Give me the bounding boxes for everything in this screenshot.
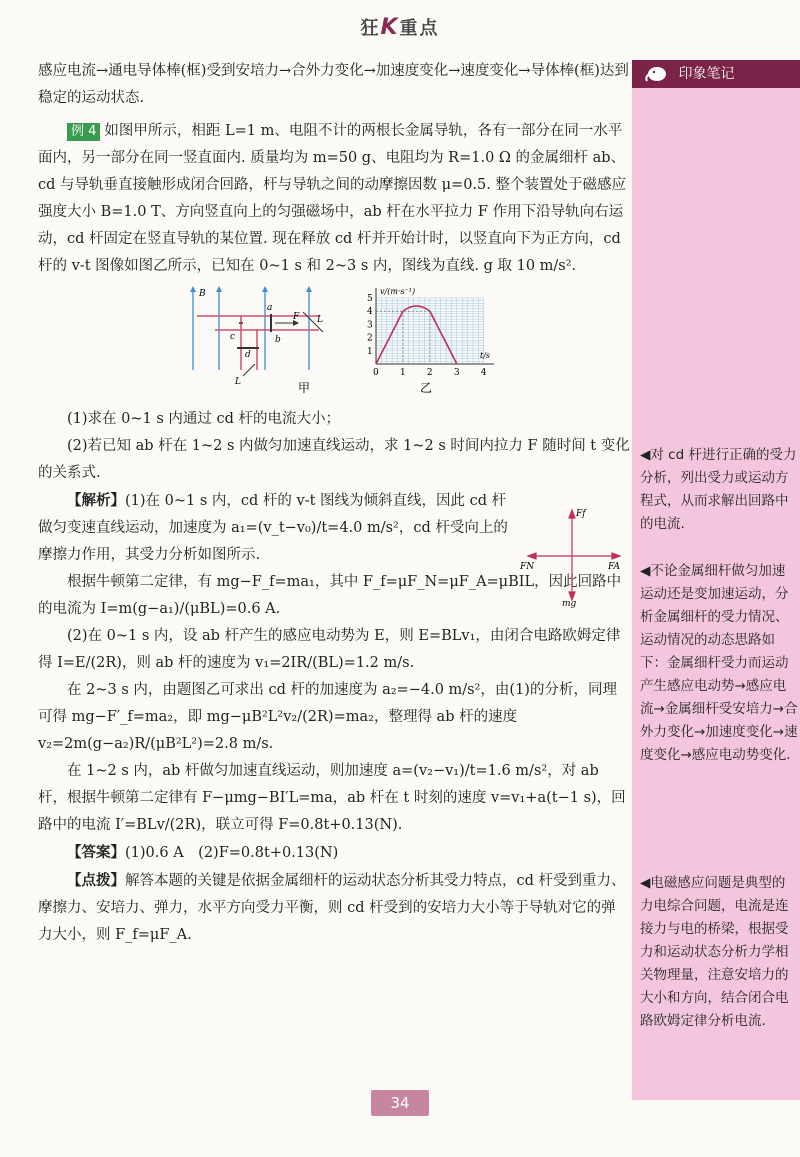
intro-text: 感应电流→通电导体棒(框)受到安培力→合外力变化→加速度变化→速度变化→导体棒(框)达到稳定的运动状态. xyxy=(38,63,629,106)
solution-part1: 【解析】(1)在 0~1 s 内，cd 杆的 v-t 图线为倾斜直线，因此 cd 杆做匀变速直线运动，加速度为 a₁=(v_t−v₀)/t=4.0 m/s²，cd 杆受向上的摩擦力作用，其受力分析如图所示. xyxy=(38,492,508,563)
sidenote-1: ◀对 cd 杆进行正确的受力分析，列出受力或运动方程式，从而求解出回路中的电流. xyxy=(640,447,797,532)
svg-text:b: b xyxy=(275,335,281,345)
x-tick-label: 4 xyxy=(480,368,487,378)
solution-part3: (2)在 0~1 s 内，设 ab 杆产生的感应电动势为 E，则 E=BLv₁，由闭合电路欧姆定律得 I=E/(2R)，则 ab 杆的速度为 v₁=2IR/(BL)=1.2 m/s. xyxy=(38,628,621,671)
sidenote-3: ◀电磁感应问题是典型的力电综合问题，电流是连接力与电的桥梁，根据受力和运动状态分析力学相关物理量，注意安培力的大小和方向，结合闭合电路欧姆定律分析电流. xyxy=(640,875,789,1029)
example-problem: 例 4 如图甲所示，相距 L=1 m、电阻不计的两根长金属导轨，各有一部分在同一水平面内，另一部分在同一竖直面内. 质量均为 m=50 g、电阻均为 R=1.0 Ω 的金属细杆 ab、cd 与导轨垂直接触形成闭合回路，杆与导轨之间的动摩擦因数 μ=0.5. 整个装置处于磁感应强度大小 B=1.0 T、方向竖直向上的匀强磁场中，ab 杆在水平拉力 F 作用下沿导轨向右运动，cd 杆固定在竖直导轨的某位置. 现在释放 cd 杆并开始计时，以竖直向下为正方向，cd 杆的 v-t 图像如图乙所示，已知在 0~1 s 和 2~3 s 内，图线为直线. g 取 10 m/s². xyxy=(38,123,626,274)
answer: 【答案】(1)0.6 A (2)F=0.8t+0.13(N) xyxy=(67,844,339,861)
svg-text:F: F xyxy=(293,312,300,322)
y-tick-label: 5 xyxy=(367,294,373,304)
y-tick-label: 2 xyxy=(367,333,373,344)
label-FA: FA xyxy=(608,562,620,572)
solution-part5: 在 1~2 s 内，ab 杆做匀加速直线运动，则加速度 a=(v₂−v₁)/t=1.6 m/s²，对 ab 杆，根据牛顿第二定律有 F−μmg−BI′L=ma，ab 杆在 t 时刻的速度 v=v₁+a(t−1 s)，回路中的电流 I′=BLv/(2R)，联立可得 F=0.8t+0.13(N). xyxy=(38,763,626,833)
solution-part4: 在 2~3 s 内，由题图乙可求出 cd 杆的加速度为 a₂=−4.0 m/s²，由(1)的分析，同理可得 mg−F′_f=ma₂，即 mg−μB²L²v₂/(2R)=ma₂，整理得 ab 杆的速度 v₂=2m(g−a₂)R/(μB²L²)=2.8 m/s. xyxy=(38,682,617,752)
label-Ff: Ff xyxy=(576,509,586,519)
x-tick-label: 0 xyxy=(373,368,379,378)
figure-jia xyxy=(183,284,343,396)
page-number: 34 xyxy=(371,1090,429,1116)
y-tick-label: 3 xyxy=(367,320,373,331)
svg-text:L: L xyxy=(235,377,241,387)
caption-yi: 乙 xyxy=(420,381,433,395)
elephant-icon xyxy=(644,65,668,83)
label-B: B xyxy=(199,289,206,299)
question-2: (2)若已知 ab 杆在 1~2 s 内做匀加速直线运动，求 1~2 s 时间内拉力 F 随时间 t 变化的关系式. xyxy=(38,438,630,481)
x-tick-label: 3 xyxy=(453,368,460,378)
figure-yi-vt-chart xyxy=(356,284,506,396)
caption-jia: 甲 xyxy=(298,381,311,395)
rails xyxy=(197,316,319,370)
y-tick-label: 4 xyxy=(367,307,373,318)
label-mg: mg xyxy=(562,599,577,608)
x-tick-label: 1 xyxy=(399,368,406,378)
sidebar-title-bar xyxy=(632,60,800,88)
svg-text:L: L xyxy=(317,315,323,325)
svg-text:a: a xyxy=(267,303,273,313)
x-axis-label: t/s xyxy=(480,351,491,360)
sidenote-2: ◀不论金属细杆做匀加速运动还是变加速运动，分析金属细杆的受力情况、运动情况的动态思路如下：金属细杆受力而运动产生感应电动势→感应电流→金属细杆受安培力→合外力变化→加速度变化→速度变化→感应电动势变化. xyxy=(640,563,798,763)
solution-label: 【解析】 xyxy=(67,492,125,509)
label-FN: FN xyxy=(520,562,535,572)
x-tick-label: 2 xyxy=(426,368,433,378)
y-tick-label: 1 xyxy=(367,346,373,357)
example-tag: 例 4 xyxy=(67,123,100,141)
tip: 【点拨】解答本题的关键是依据金属细杆的运动状态分析其受力特点，cd 杆受到重力、摩擦力、安培力、弹力，水平方向受力平衡，则 cd 杆受到的安培力大小等于导轨对它的弹力大小，则 F_f=μF_A. xyxy=(38,872,626,943)
question-1: (1)求在 0~1 s 内通过 cd 杆的电流大小； xyxy=(67,411,341,427)
sidebar-title: 印象笔记 xyxy=(678,66,735,82)
figure-row xyxy=(38,284,630,396)
y-axis-label: v/(m·s⁻¹) xyxy=(380,287,416,296)
svg-text:d: d xyxy=(245,350,251,360)
page-header: 狂K重点 xyxy=(360,15,440,40)
force-diagram xyxy=(518,506,626,608)
main-content xyxy=(38,58,630,949)
solution-part2: 根据牛顿第二定律，有 mg−F_f=ma₁，其中 F_f=μF_N=μF_A=μBIL，因此回路中的电流为 I=m(g−a₁)/(μBL)=0.6 A. xyxy=(38,574,622,617)
svg-text:c: c xyxy=(230,332,236,342)
